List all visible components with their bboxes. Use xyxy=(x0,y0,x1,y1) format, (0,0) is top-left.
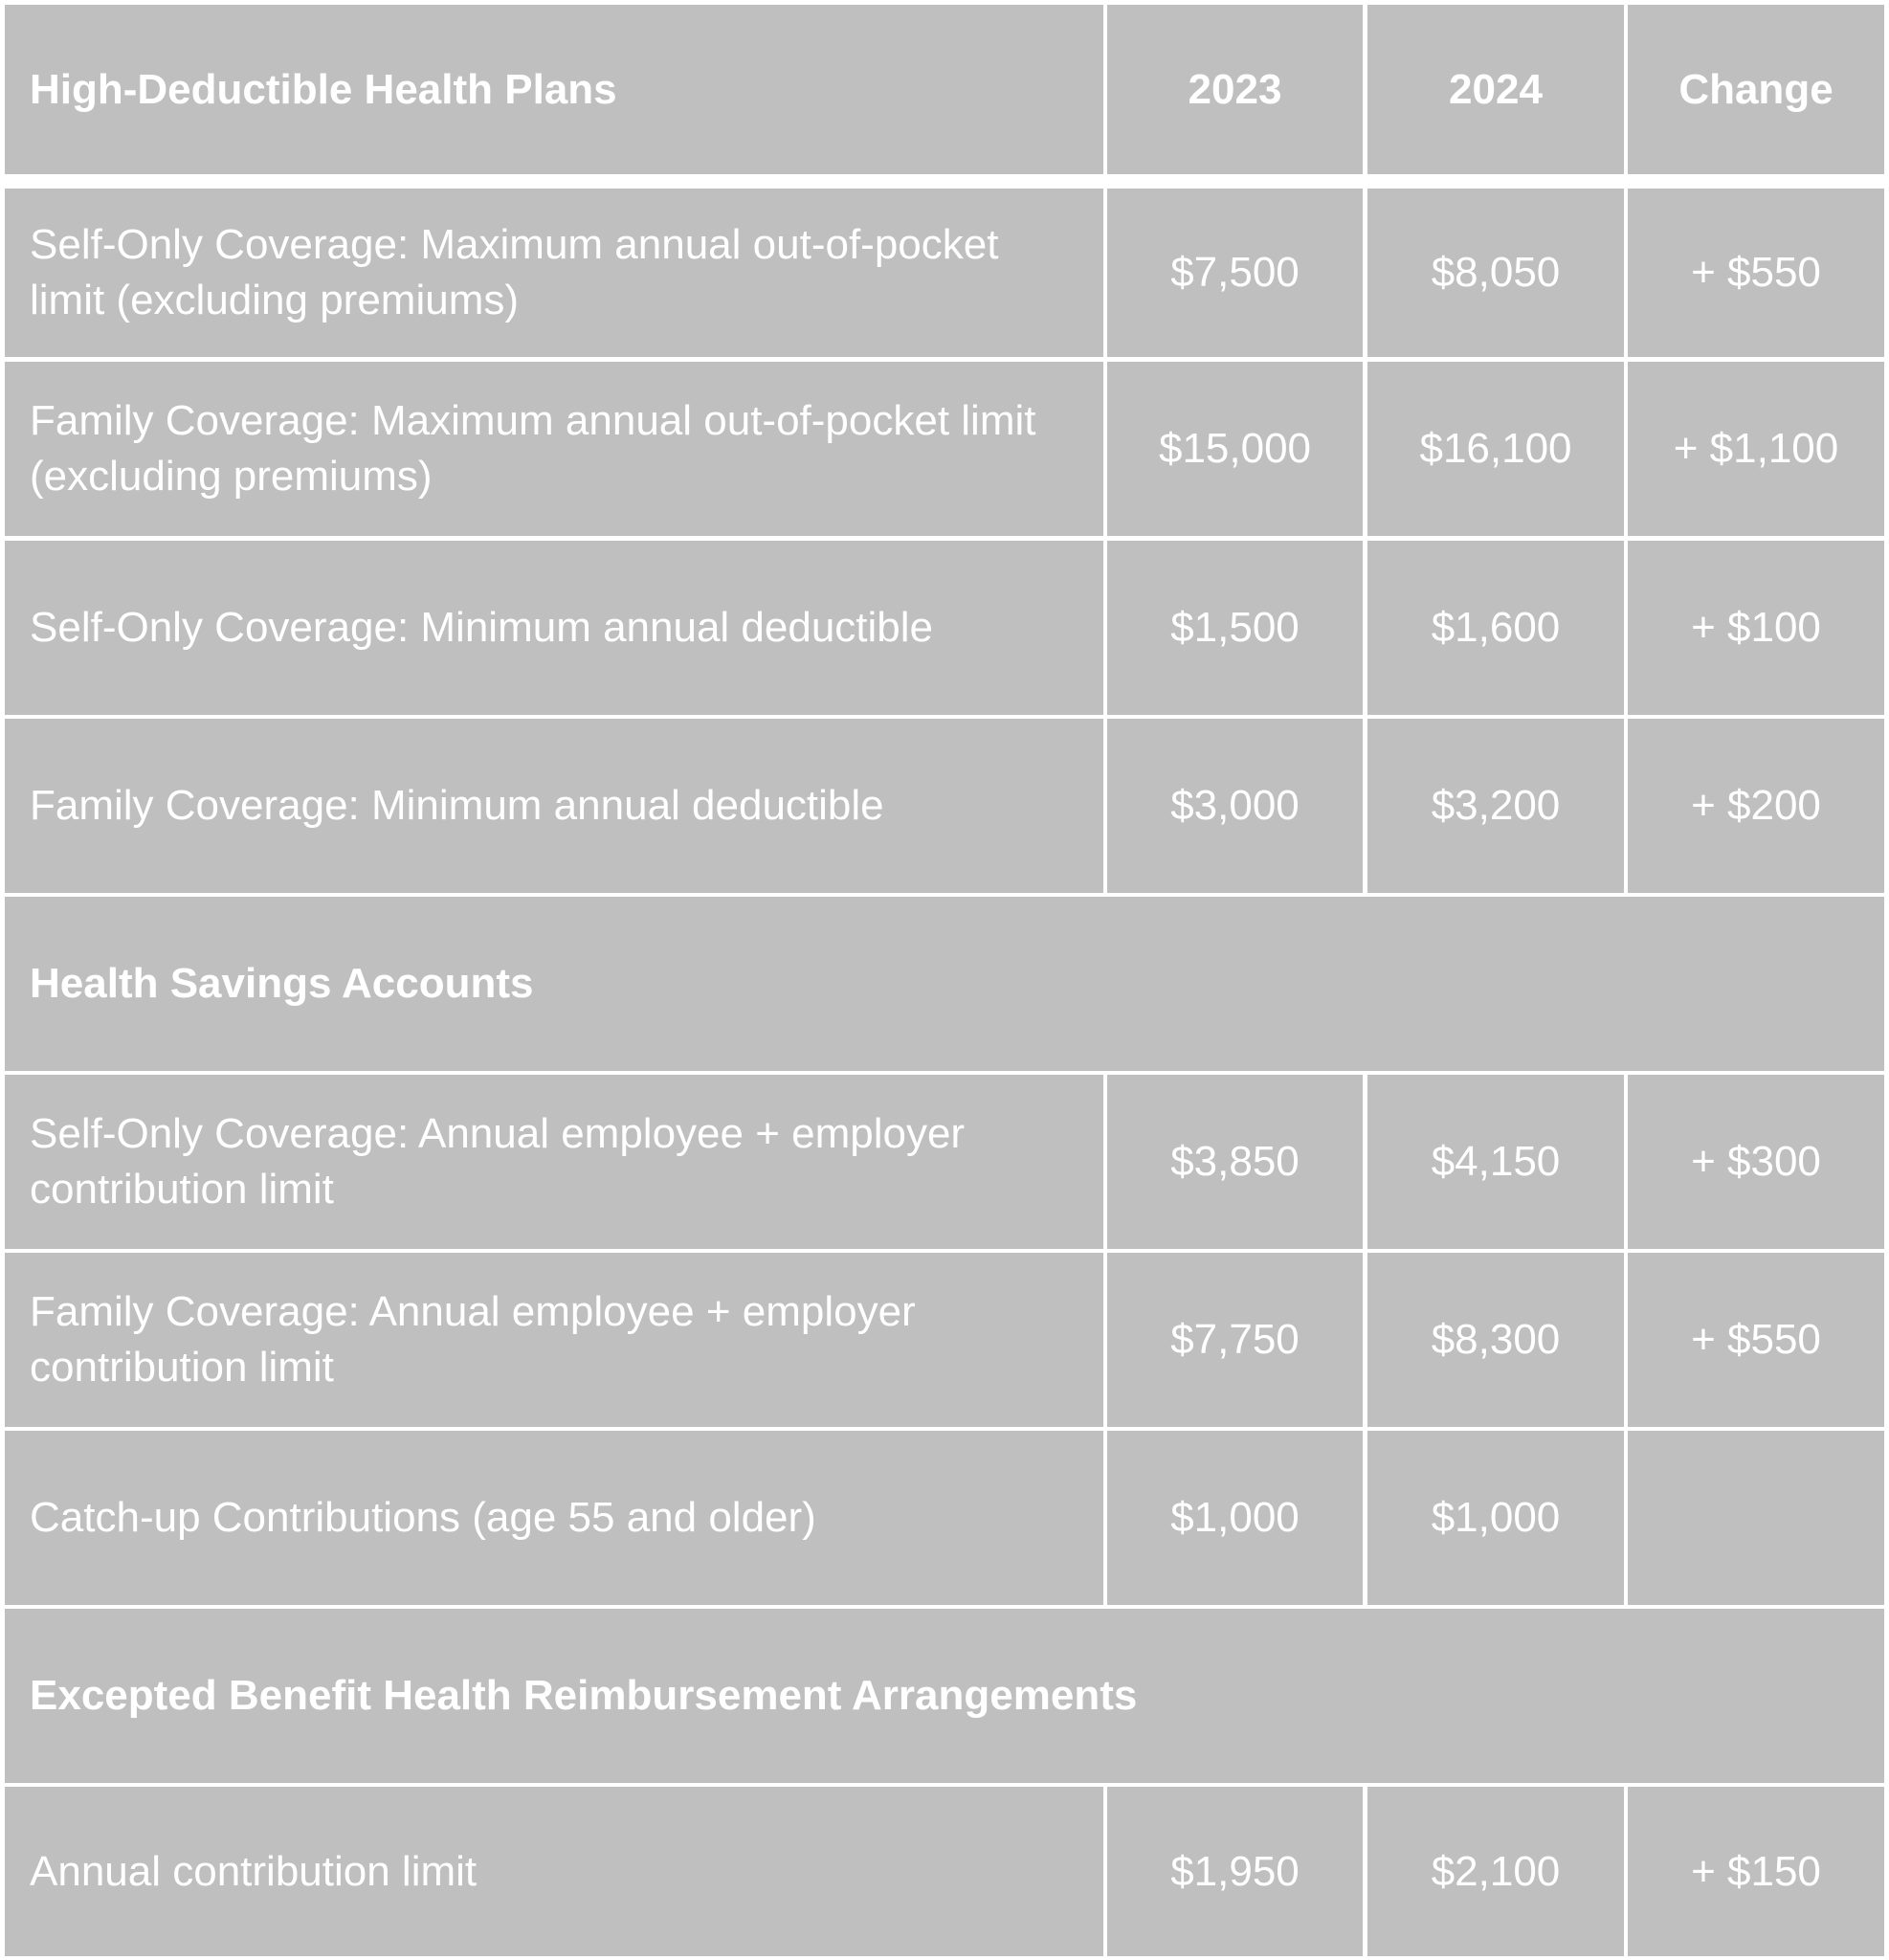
section-title-ebhra: Excepted Benefit Health Reimbursement Arrangements xyxy=(5,1609,1884,1783)
section-header-row xyxy=(0,897,1889,1071)
row-label: Family Coverage: Annual employee + employer contribution limit xyxy=(5,1253,1103,1427)
table-row xyxy=(0,362,1889,536)
row-change: + $300 xyxy=(1628,1075,1884,1249)
section-title-hsa: Health Savings Accounts xyxy=(5,897,1884,1071)
row-value-2024: $4,150 xyxy=(1367,1075,1624,1249)
table-row xyxy=(0,719,1889,893)
row-label: Annual contribution limit xyxy=(5,1787,1103,1956)
row-change: + $550 xyxy=(1628,189,1884,357)
table-header-row xyxy=(0,5,1889,174)
row-label: Self-Only Coverage: Annual employee + employer contribution limit xyxy=(5,1075,1103,1249)
table-row xyxy=(0,541,1889,715)
row-value-2024: $16,100 xyxy=(1367,362,1624,536)
row-value-2024: $8,300 xyxy=(1367,1253,1624,1427)
section-header-row xyxy=(0,1609,1889,1783)
header-label: High-Deductible Health Plans xyxy=(5,5,1103,174)
row-value-2024: $3,200 xyxy=(1367,719,1624,893)
table-row xyxy=(0,1787,1889,1956)
row-change: + $200 xyxy=(1628,719,1884,893)
row-value-2023: $7,500 xyxy=(1107,189,1363,357)
header-2023: 2023 xyxy=(1107,5,1363,174)
row-value-2023: $3,000 xyxy=(1107,719,1363,893)
row-label: Self-Only Coverage: Minimum annual deductible xyxy=(5,541,1103,715)
table-row xyxy=(0,1431,1889,1605)
row-change: + $1,100 xyxy=(1628,362,1884,536)
row-value-2023: $1,000 xyxy=(1107,1431,1363,1605)
row-value-2024: $8,050 xyxy=(1367,189,1624,357)
row-value-2023: $1,950 xyxy=(1107,1787,1363,1956)
table-row xyxy=(0,189,1889,357)
row-value-2023: $3,850 xyxy=(1107,1075,1363,1249)
row-value-2024: $2,100 xyxy=(1367,1787,1624,1956)
table-row xyxy=(0,1253,1889,1427)
row-label: Catch-up Contributions (age 55 and older) xyxy=(5,1431,1103,1605)
row-value-2023: $1,500 xyxy=(1107,541,1363,715)
row-value-2023: $15,000 xyxy=(1107,362,1363,536)
table-row xyxy=(0,1075,1889,1249)
row-change: + $550 xyxy=(1628,1253,1884,1427)
row-value-2023: $7,750 xyxy=(1107,1253,1363,1427)
header-2024: 2024 xyxy=(1367,5,1624,174)
row-change: + $100 xyxy=(1628,541,1884,715)
row-label: Family Coverage: Maximum annual out-of-pocket limit (excluding premiums) xyxy=(5,362,1103,536)
row-change xyxy=(1628,1431,1884,1605)
row-change: + $150 xyxy=(1628,1787,1884,1956)
row-value-2024: $1,600 xyxy=(1367,541,1624,715)
row-value-2024: $1,000 xyxy=(1367,1431,1624,1605)
header-change: Change xyxy=(1628,5,1884,174)
row-label: Self-Only Coverage: Maximum annual out-of-pocket limit (excluding premiums) xyxy=(5,189,1103,357)
row-label: Family Coverage: Minimum annual deductible xyxy=(5,719,1103,893)
